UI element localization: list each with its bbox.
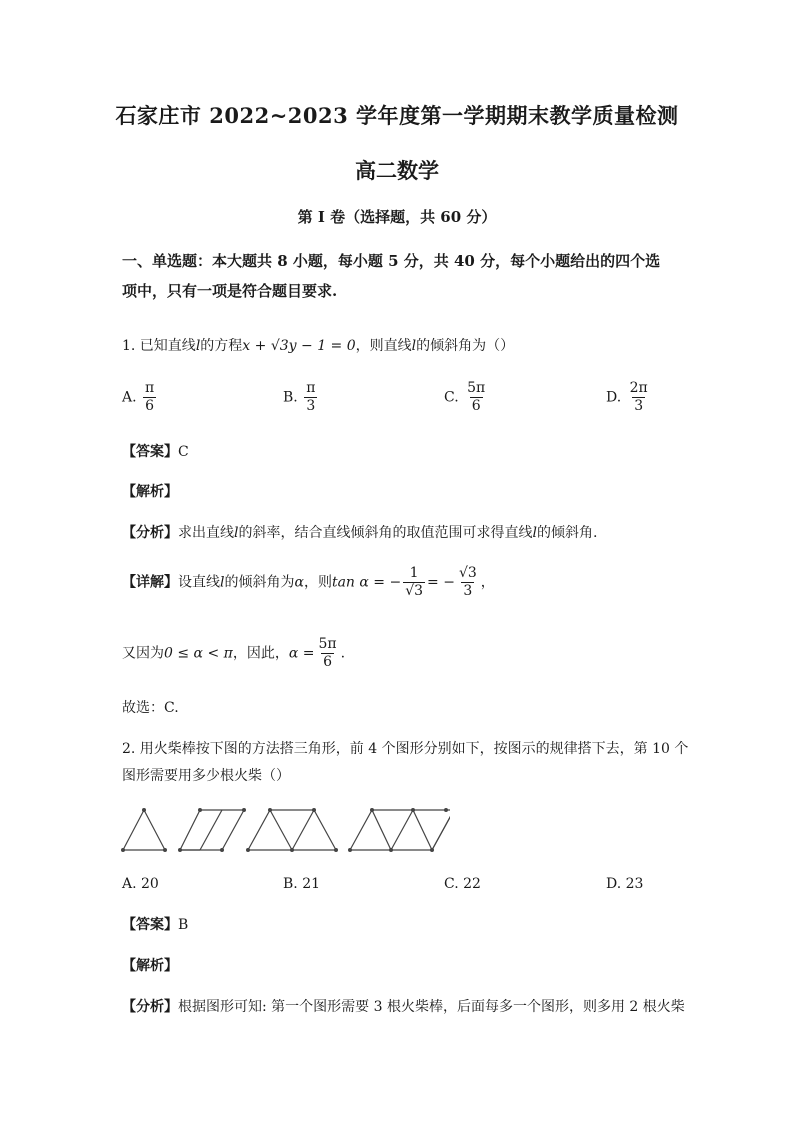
detail-text-b: 的倾斜角为 (224, 574, 295, 591)
alpha-range: 0 ≤ α < π (164, 645, 233, 662)
fenxi-text-c: 的倾斜角. (536, 525, 598, 541)
frac-den: 6 (145, 398, 155, 414)
detail-tan: tan α = − (331, 574, 402, 591)
fenxi-tag: 【分析】 (122, 525, 178, 541)
fenxi-text: 根据图形可知: 第一个图形需要 3 根火柴棒，后面每多一个图形，则多用 2 根火柴 (178, 999, 685, 1015)
frac-num: 5π (467, 380, 486, 396)
section-line-2: 项中，只有一项是符合题目要求. (122, 282, 338, 300)
fenxi-l: l (234, 525, 239, 541)
q1-answer (122, 441, 189, 461)
fenxi-l2: l (532, 525, 537, 541)
q1-l2: l (411, 338, 417, 354)
q1-option-b (283, 380, 319, 415)
fenxi-text-b: 的斜率，结合直线倾斜角的取值范围可求得直线 (238, 525, 533, 541)
frac-num: √3 (458, 565, 477, 581)
section-line-1: 一、单选题：本大题共 8 小题，每小题 5 分，共 40 分，每个小题给出的四个选 (122, 252, 661, 270)
q1-choice: 故选：C. (122, 700, 179, 716)
q2-option-a: A. 20 (122, 876, 159, 892)
frac-den: 3 (306, 398, 316, 414)
frac-num: π (306, 380, 316, 396)
alpha-eq: α = (288, 645, 315, 662)
frac-den: 6 (323, 654, 332, 670)
q2-stem-line1: 2. 用火柴棒按下图的方法搭三角形，前 4 个图形分别如下，按图示的规律搭下去，第 10 个 (122, 741, 689, 757)
q1-option-a (122, 380, 158, 415)
detail-eq: = − (427, 574, 455, 591)
line2-text-b: ，因此， (232, 645, 289, 662)
answer-value: B (178, 917, 189, 933)
q1-stem (122, 335, 514, 355)
detail-tag: 【详解】 (122, 574, 178, 591)
q2-option-b: B. 21 (283, 876, 321, 892)
figure-3 (248, 810, 336, 850)
q1-l: l (195, 338, 201, 354)
frac-num: π (145, 380, 155, 396)
line2-text-a: 又因为 (122, 645, 164, 662)
frac-den: √3 (405, 583, 424, 599)
q1-stem-a: 1. 已知直线 (122, 338, 196, 354)
exam-title: 石家庄市 2022~2023 学年度第一学期期末教学质量检测 (115, 103, 679, 128)
detail-text-c: ，则 (303, 574, 332, 591)
q2-option-c: C. 22 (444, 876, 481, 892)
q1-stem-d: 的倾斜角为（） (416, 338, 515, 354)
figure-1 (123, 810, 165, 850)
q2-fenxi (122, 996, 685, 1016)
option-letter: C. (444, 389, 459, 406)
section-heading (122, 246, 682, 306)
frac-den: 3 (463, 583, 473, 599)
option-letter: D. (606, 389, 622, 406)
q1-equation: x + √3y − 1 = 0 (242, 338, 356, 354)
q2-answer (122, 914, 188, 934)
frac-den: 3 (634, 398, 644, 414)
fenxi-tag: 【分析】 (122, 999, 178, 1015)
answer-tag: 【答案】 (122, 917, 178, 933)
fenxi-text-a: 求出直线 (178, 525, 234, 541)
option-letter: B. (283, 389, 298, 406)
q2-option-d: D. 23 (606, 876, 644, 892)
detail-end: ， (480, 574, 495, 591)
frac-num: 1 (409, 565, 419, 581)
q1-option-c (444, 380, 489, 415)
answer-value: C (178, 444, 189, 460)
exam-subject: 高二数学 (355, 158, 439, 183)
answer-tag: 【答案】 (122, 444, 178, 460)
q1-line2 (122, 636, 345, 671)
line2-end: . (340, 645, 346, 662)
q2-stem-line2: 图形需要用多少根火柴（） (122, 768, 290, 784)
frac-num: 5π (318, 636, 337, 652)
detail-text-a: 设直线 (178, 574, 220, 591)
frac-den: 6 (471, 398, 481, 414)
detail-alpha: α (294, 574, 304, 591)
q1-detail (122, 565, 495, 600)
q1-option-d (606, 380, 652, 415)
volume-heading: 第 I 卷（选择题，共 60 分） (297, 208, 497, 226)
matchstick-figures (120, 805, 450, 855)
frac-num: 2π (629, 380, 648, 396)
q2-analysis-tag: 【解析】 (122, 958, 178, 974)
q1-fenxi (122, 522, 597, 542)
q1-analysis-tag: 【解析】 (122, 484, 178, 500)
option-letter: A. (122, 389, 137, 406)
figure-2 (180, 810, 244, 850)
figure-4 (350, 810, 450, 850)
detail-l: l (220, 574, 225, 591)
q1-stem-b: 的方程 (200, 338, 243, 354)
q1-stem-c: ，则直线 (355, 338, 412, 354)
